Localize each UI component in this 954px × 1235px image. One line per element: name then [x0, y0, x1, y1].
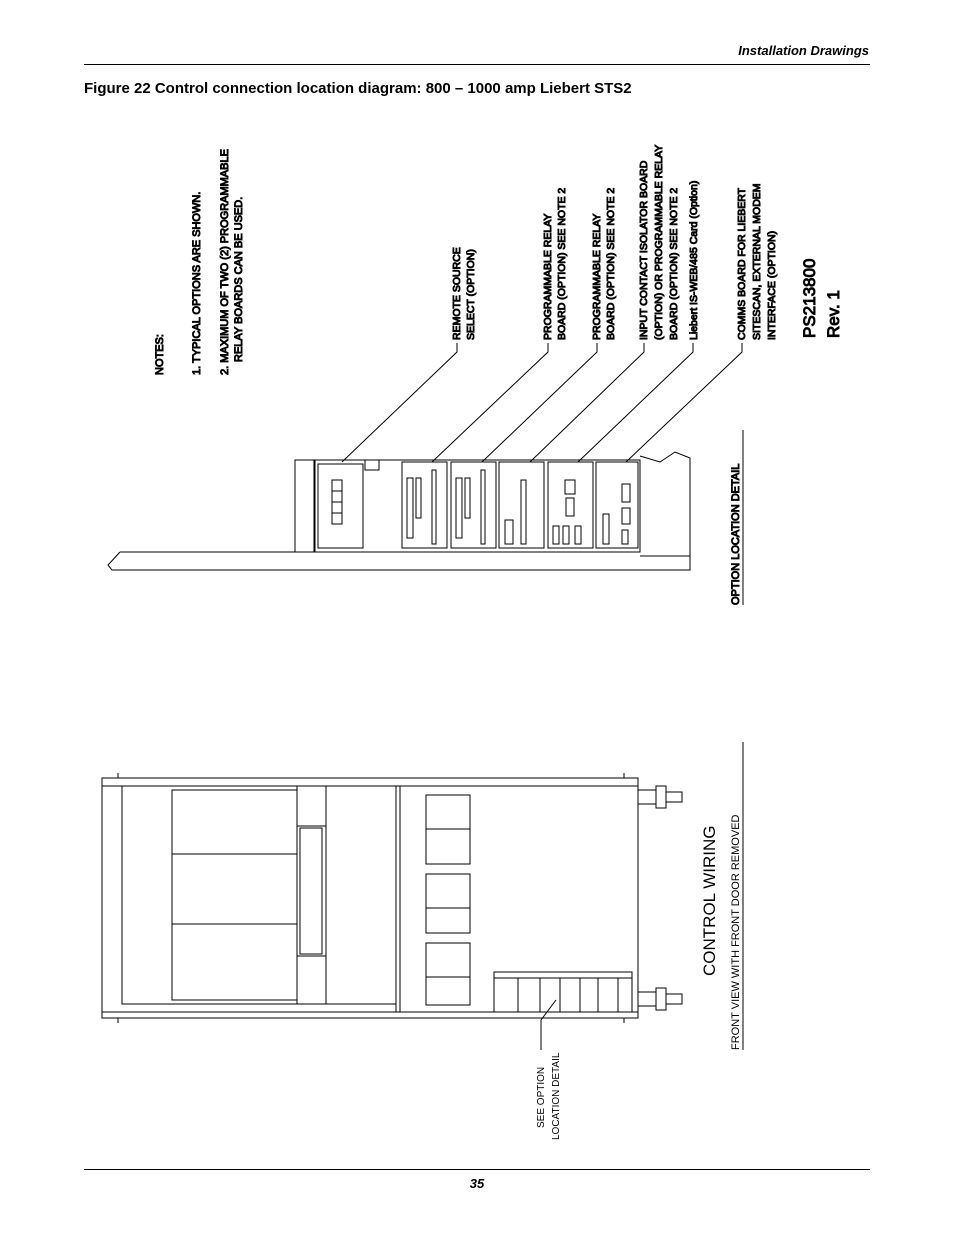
module-1	[426, 795, 470, 829]
cabinet-frame	[102, 778, 638, 1018]
chassis-rail	[108, 552, 690, 570]
callout-comms-l3: INTERFACE (OPTION)	[766, 230, 778, 340]
callout-input-contact-l3: BOARD (OPTION) SEE NOTE 2	[668, 187, 680, 340]
leader-remote-source	[342, 343, 457, 462]
module-2	[426, 874, 470, 908]
see-option-l1: SEE OPTION	[536, 1066, 547, 1128]
figure-title: Figure 22 Control connection location diagram: 800 – 1000 amp Liebert STS2	[84, 80, 632, 97]
break-line	[640, 452, 690, 570]
notes-heading: NOTES:	[154, 334, 166, 375]
callout-input-contact-l2: (OPTION) OR PROGRAMMABLE RELAY	[653, 144, 665, 340]
callout-remote-source-l1: REMOTE SOURCE	[451, 247, 463, 340]
leader-prog-relay-1	[432, 343, 548, 462]
breaker-middle	[172, 854, 297, 924]
breaker-lower	[172, 924, 297, 1000]
board-is-web	[548, 462, 593, 548]
note-2-line-2: RELAY BOARDS CAN BE USED.	[233, 196, 245, 362]
callout-remote-source-l2: SELECT (OPTION)	[465, 249, 477, 340]
control-wiring-subtitle: FRONT VIEW WITH FRONT DOOR REMOVED	[730, 814, 742, 1050]
breaker-upper	[172, 790, 297, 854]
drawing-revision: Rev. 1	[824, 290, 843, 338]
callout-prog-relay-1-l1: PROGRAMMABLE RELAY	[542, 213, 554, 340]
callout-comms-l2: SITESCAN, EXTERNAL MODEM	[751, 183, 763, 340]
drawing-number: PS213800	[800, 258, 819, 338]
front-view-cabinet	[102, 773, 682, 1023]
mounting-bracket	[295, 460, 315, 552]
board-prog-relay-1	[402, 462, 447, 548]
leader-input-contact	[530, 343, 644, 462]
callout-prog-relay-1-l2: BOARD (OPTION) SEE NOTE 2	[556, 187, 568, 340]
section-header: Installation Drawings	[738, 43, 869, 58]
note-1: 1. TYPICAL OPTIONS ARE SHOWN.	[191, 191, 203, 375]
board-comms	[596, 462, 638, 548]
option-detail-title: OPTION LOCATION DETAIL	[730, 463, 742, 605]
callout-is-web: Liebert IS-WEB/485 Card (Option)	[688, 180, 700, 340]
callout-prog-relay-2-l1: PROGRAMMABLE RELAY	[591, 213, 603, 340]
option-location-detail	[108, 452, 690, 570]
callout-comms-l1: COMMS BOARD FOR LIEBERT	[736, 187, 748, 340]
control-wiring-title: CONTROL WIRING	[700, 825, 719, 976]
see-option-l2: LOCATION DETAIL	[551, 1052, 562, 1140]
page-number: 35	[469, 1176, 485, 1191]
footer-rule	[84, 1169, 870, 1170]
module-3	[426, 943, 470, 977]
callout-input-contact-l1: INPUT CONTACT ISOLATOR BOARD	[638, 160, 650, 340]
leader-see-option	[541, 1000, 556, 1050]
board-prog-relay-2	[451, 462, 496, 548]
board-remote-source	[318, 464, 363, 548]
leader-prog-relay-2	[482, 343, 597, 462]
note-2-line-1: 2. MAXIMUM OF TWO (2) PROGRAMMABLE	[219, 149, 231, 375]
callout-prog-relay-2-l2: BOARD (OPTION) SEE NOTE 2	[605, 187, 617, 340]
